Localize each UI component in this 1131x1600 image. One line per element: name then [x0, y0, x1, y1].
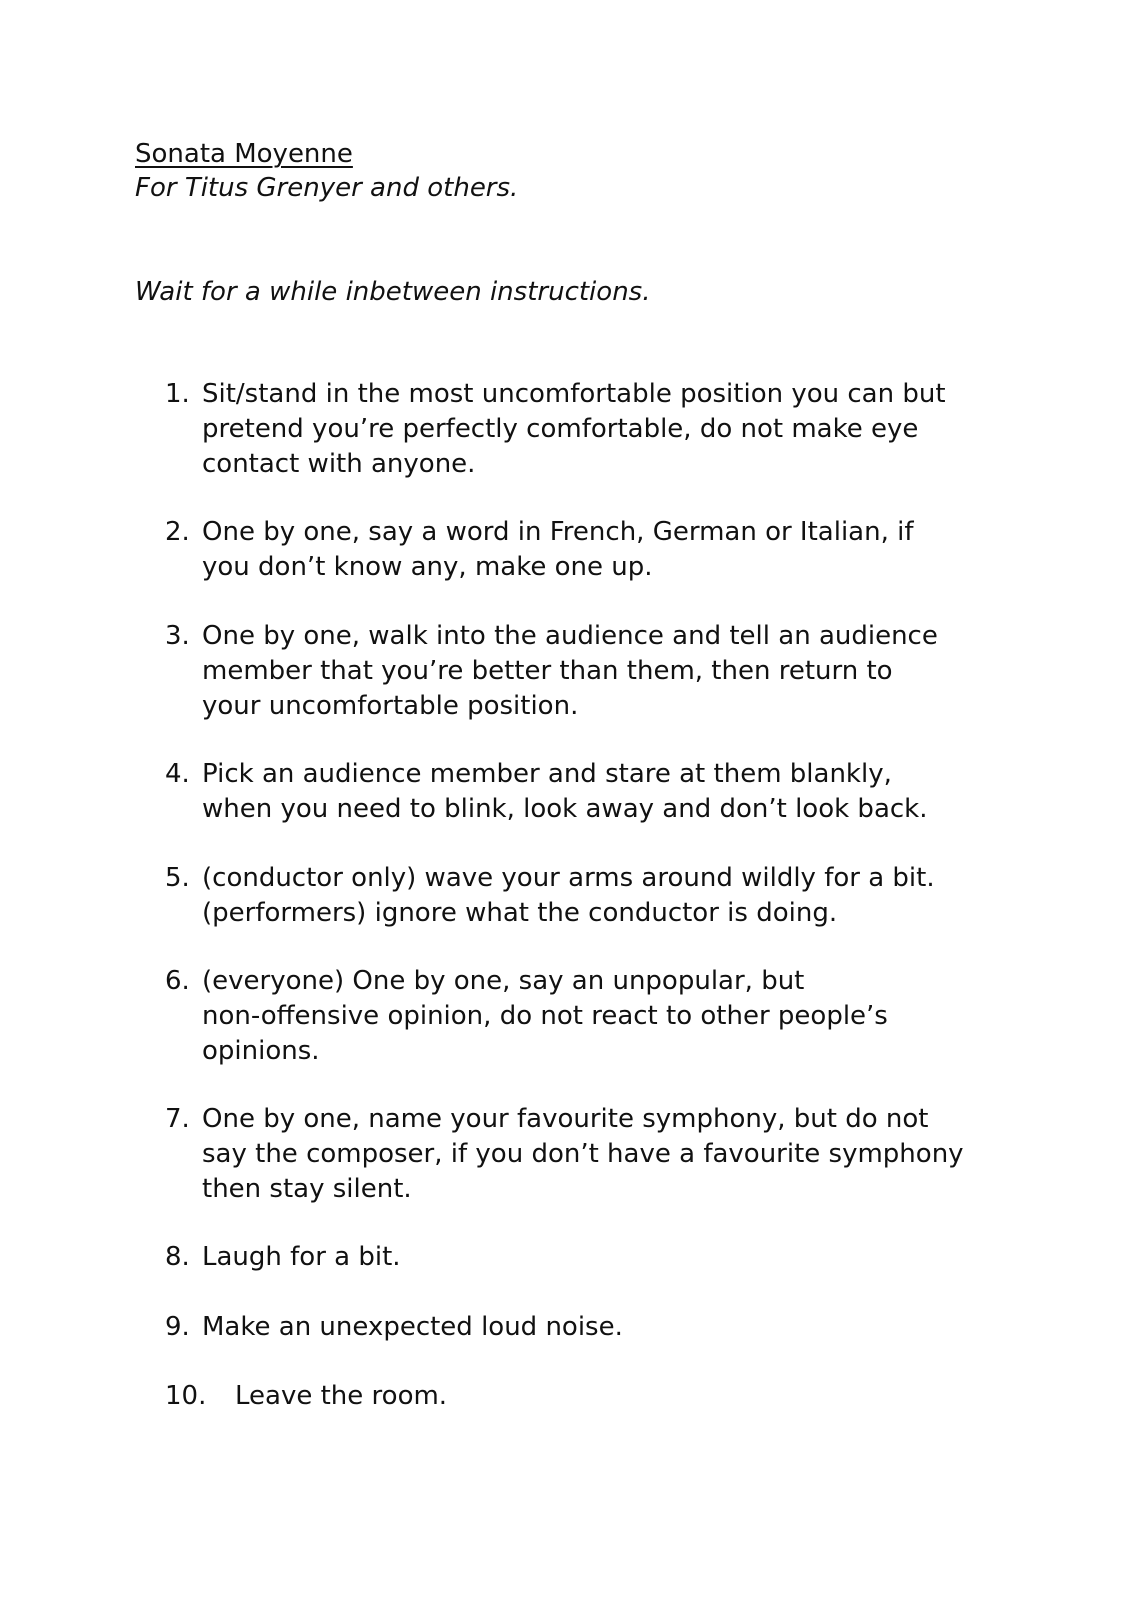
instruction-text: Leave the room. [235, 1381, 448, 1411]
instruction-text: Laugh for a bit. [202, 1242, 401, 1272]
instruction-number: 9. [165, 1312, 190, 1342]
instruction-text: One by one, name your favourite symphony, but do not say the composer, if you don’t have a favourite symphony then stay silent. [202, 1104, 964, 1204]
instruction-item [165, 1310, 995, 1345]
instruction-text: One by one, walk into the audience and tell an audience member that you’re better than them, then return to your uncomfortable position. [202, 621, 938, 721]
instruction-text: Sit/stand in the most uncomfortable position you can but pretend you’re perfectly comfortable, do not make eye contact with anyone. [202, 379, 946, 479]
document-title: Sonata Moyenne [135, 139, 353, 169]
instruction-text: Pick an audience member and stare at them blankly, when you need to blink, look away and don’t look back. [202, 759, 928, 824]
instruction-item [165, 757, 995, 827]
dedication-line: For Titus Grenyer and others. [135, 173, 519, 203]
instruction-item [165, 861, 995, 931]
instruction-text: One by one, say a word in French, German or Italian, if you don’t know any, make one up. [202, 517, 914, 582]
instruction-note: Wait for a while inbetween instructions. [135, 277, 651, 307]
instruction-number: 7. [165, 1104, 190, 1134]
instruction-text: (everyone) One by one, say an unpopular, but non-offensive opinion, do not react to other people’s opinions. [202, 966, 888, 1066]
instruction-text: Make an unexpected loud noise. [202, 1312, 623, 1342]
instruction-number: 4. [165, 759, 190, 789]
instruction-number: 1. [165, 379, 190, 409]
instruction-item [165, 619, 995, 724]
instruction-item [165, 964, 995, 1069]
instruction-item [165, 1102, 995, 1207]
instruction-number: 8. [165, 1242, 190, 1272]
instruction-item [165, 1379, 995, 1414]
instruction-number: 6. [165, 966, 190, 996]
instruction-number: 2. [165, 517, 190, 547]
instruction-number: 3. [165, 621, 190, 651]
instruction-number: 10. [165, 1381, 207, 1411]
instruction-number: 5. [165, 863, 190, 893]
instruction-item [165, 1240, 995, 1275]
instruction-item [165, 377, 995, 482]
instruction-text: (conductor only) wave your arms around wildly for a bit. (performers) ignore what the conductor is doing. [202, 863, 935, 928]
instruction-item [165, 515, 995, 585]
